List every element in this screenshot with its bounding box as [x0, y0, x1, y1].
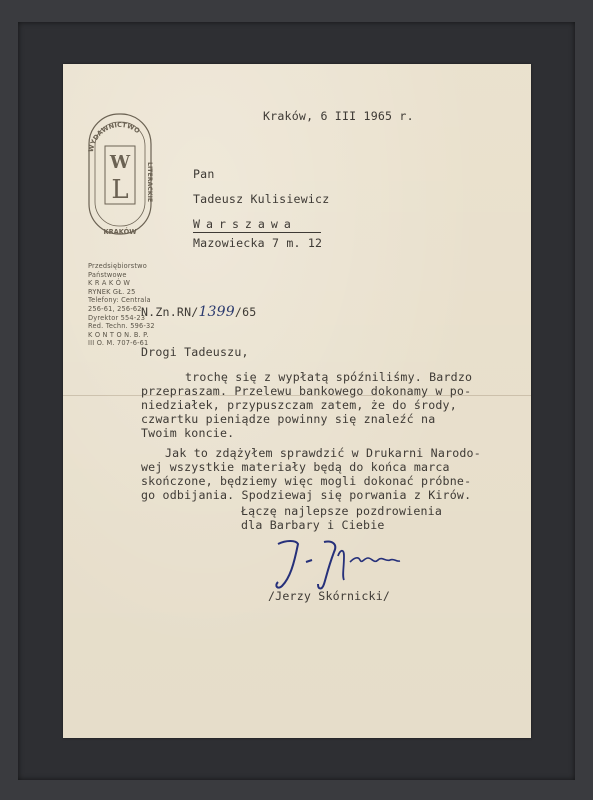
imprint-line: Dyrektor 554-23 [88, 313, 146, 322]
imprint-line: Telefony: Centrala [88, 296, 151, 305]
recipient-name: Tadeusz Kulisiewicz [193, 192, 330, 206]
imprint-line: RYNEK GŁ. 25 [88, 287, 136, 296]
svg-text:LITERACKIE: LITERACKIE [146, 162, 153, 203]
imprint-line: K R A K Ó W [88, 279, 131, 288]
body-line: Twoim koncie. [141, 426, 235, 440]
svg-text:L: L [111, 175, 129, 205]
recipient-city: Warszawa [193, 217, 297, 231]
signature-name: /Jerzy Skórnicki/ [268, 589, 391, 603]
body-line: trochę się z wypłatą spóźniliśmy. Bardzo [185, 370, 473, 384]
svg-text:W: W [109, 152, 131, 173]
reference-prefix: N.Zn.RN/ [141, 305, 199, 319]
body-line: go odbijania. Spodziewaj się porwania z Kirów. [141, 488, 472, 502]
body-line: Jak to zdążyłem sprawdzić w Drukarni Narodo- [165, 446, 481, 460]
publisher-logo [85, 102, 155, 252]
recipient-title: Pan [193, 167, 215, 181]
reference-number: 1399 [198, 304, 235, 320]
body-line: wej wszystkie materiały będą do końca marca [141, 460, 450, 474]
letter-date: Kraków, 6 III 1965 r. [263, 109, 414, 123]
body-line: skończone, będziemy więc mogli dokonać próbne- [141, 474, 472, 488]
body-line: niedziałek, przypuszczam zatem, że do środy, [141, 398, 457, 412]
imprint-line: Państwowe [88, 270, 127, 279]
body-line: czwartku pieniądze powinny się znaleźć na [141, 412, 436, 426]
closing-line: dla Barbary i Ciebie [241, 518, 385, 532]
city-underline [193, 232, 321, 233]
handwritten-signature [268, 534, 418, 594]
greeting: Drogi Tadeuszu, [141, 345, 249, 359]
closing-line: Łączę najlepsze pozdrowienia [241, 504, 443, 518]
imprint-line: III O. M. 707-6-61 [88, 339, 149, 348]
svg-text:WYDAWNICTWO: WYDAWNICTWO [86, 120, 142, 153]
reference-suffix: /65 [234, 305, 257, 319]
letter-sheet [63, 64, 531, 738]
reference-line [141, 304, 256, 320]
imprint-line: 256-61, 256-62 [88, 304, 142, 313]
imprint-line: Red. Techn. 596-32 [88, 322, 155, 331]
recipient-street: Mazowiecka 7 m. 12 [193, 236, 323, 250]
imprint-line: K O N T O N. B. P. [88, 330, 149, 339]
imprint-line: Przedsiębiorstwo [88, 262, 148, 270]
body-line: przepraszam. Przelewu bankowego dokonamy w po- [141, 384, 472, 398]
svg-text:KRAKÓW: KRAKÓW [103, 228, 137, 236]
